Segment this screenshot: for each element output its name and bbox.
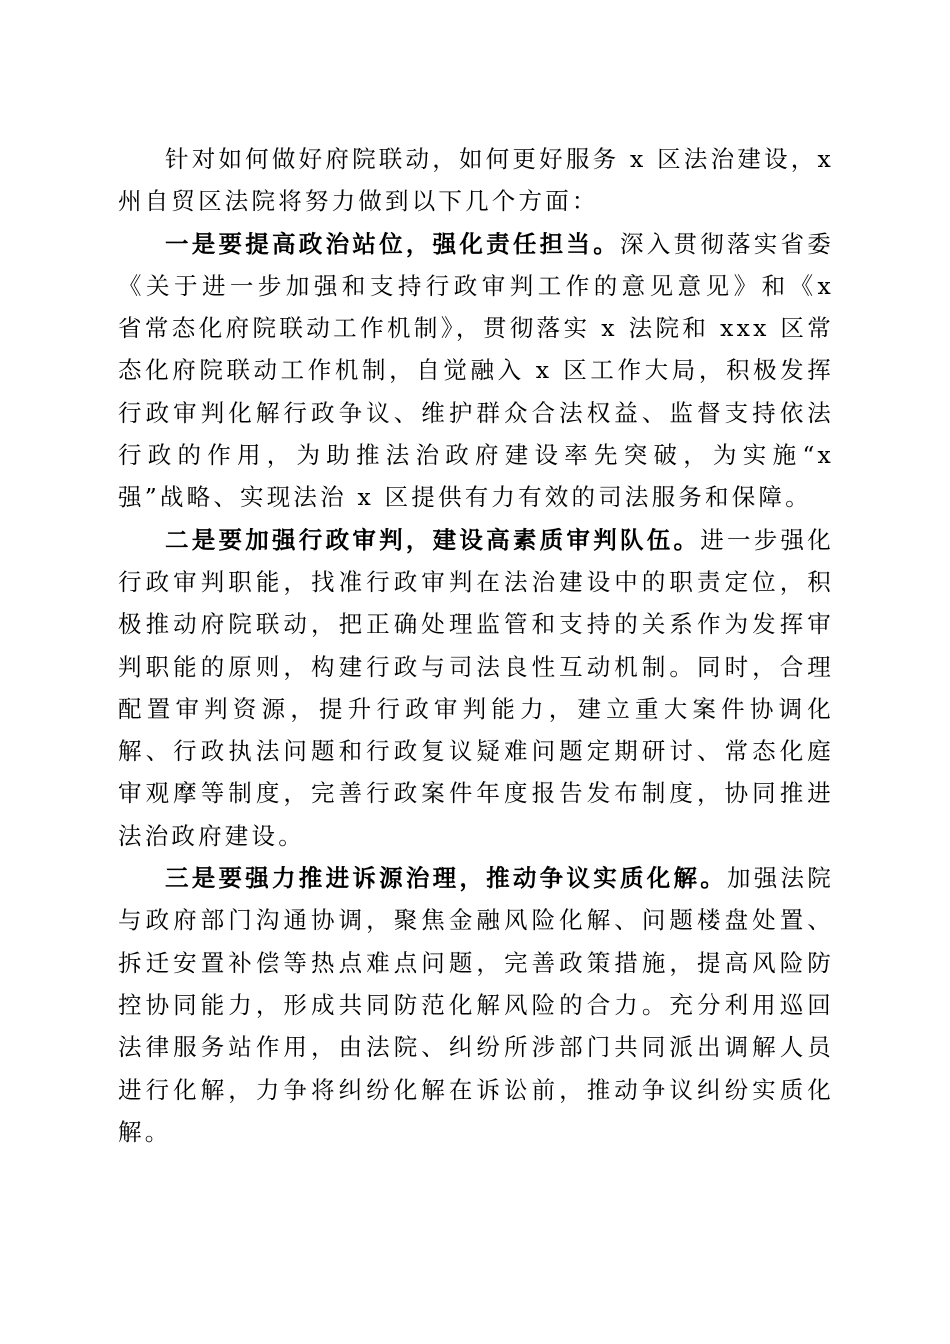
point-2-body: 进一步强化行政审判职能，找准行政审判在法治建设中的职责定位，积极推动府院联动，把正确处理监管和支持的关系作为发挥审判职能的原则，构建行政与司法良性互动机制。同时，合理配置审判资源，提升行政审判能力，建立重大案件协调化解、行政执法问题和行政复议疑难问题定期研讨、常态化庭审观摩等制度，完善行政案件年度报告发布制度，协同推进法治政府建设。 — [118, 525, 834, 850]
document-body — [118, 138, 834, 1153]
point-paragraph-3 — [118, 857, 834, 1153]
point-2-heading: 二是要加强行政审判，建设高素质审判队伍。 — [165, 525, 701, 554]
point-paragraph-1 — [118, 223, 834, 519]
point-3-body: 加强法院与政府部门沟通协调，聚焦金融风险化解、问题楼盘处置、拆迁安置补偿等热点难点问题，完善政策措施，提高风险防控协同能力，形成共同防范化解风险的合力。充分利用巡回法律服务站作用，由法院、纠纷所涉部门共同派出调解人员进行化解，力争将纠纷化解在诉讼前，推动争议纠纷实质化解。 — [118, 864, 834, 1146]
point-3-heading: 三是要强力推进诉源治理，推动争议实质化解。 — [165, 864, 727, 893]
point-1-body: 深入贯彻落实省委《关于进一步加强和支持行政审判工作的意见意见》和《x 省常态化府院联动工作机制》，贯彻落实 x 法院和 xxx 区常态化府院联动工作机制，自觉融入 x 区工作大局，积极发挥行政审判化解行政争议、维护群众合法权益、监督支持依法行政的作用，为助推法治政府建设率先突破，为实施“x 强”战略、实现法治 x 区提供有力有效的司法服务和保障。 — [118, 229, 834, 512]
intro-text: 针对如何做好府院联动，如何更好服务 x 区法治建设，x 州自贸区法院将努力做到以下几个方面： — [118, 145, 834, 216]
point-1-heading: 一是要提高政治站位，强化责任担当。 — [165, 229, 620, 258]
intro-paragraph — [118, 138, 834, 223]
point-paragraph-2 — [118, 519, 834, 857]
